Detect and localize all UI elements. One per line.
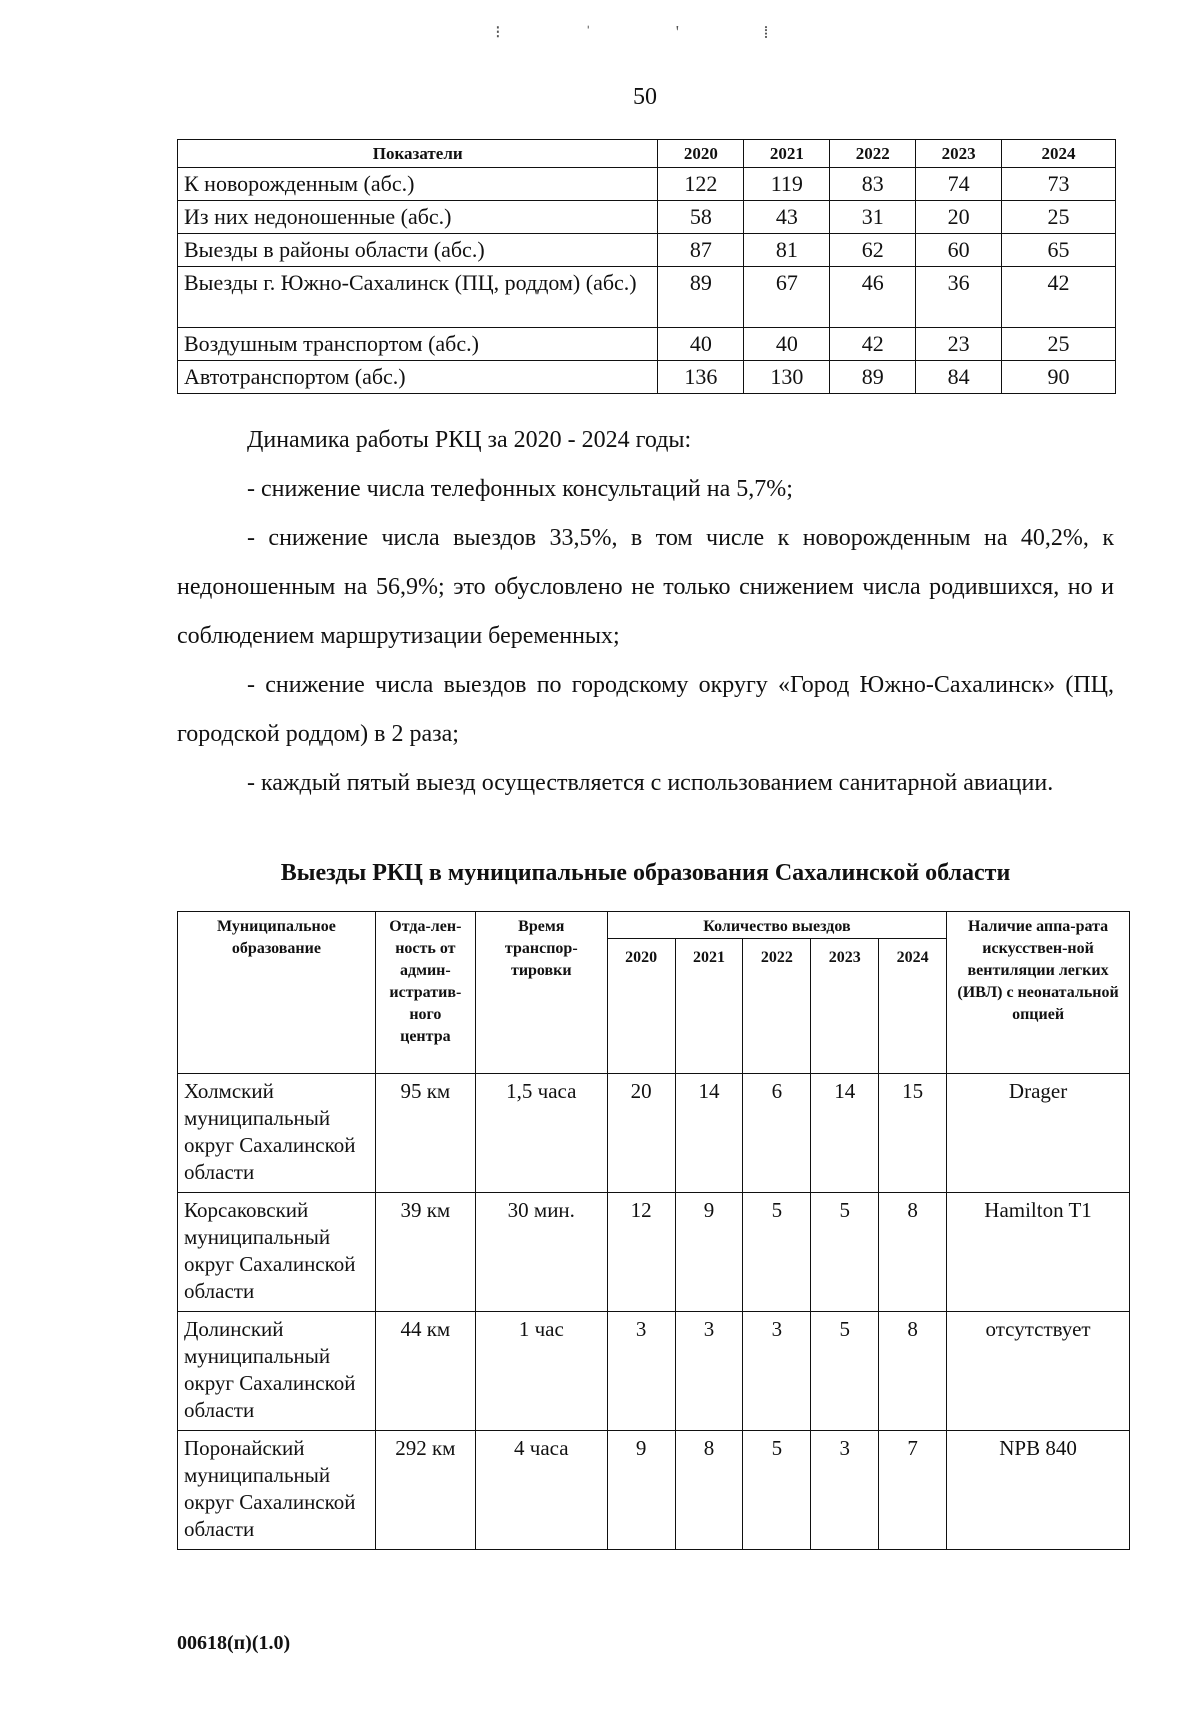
- distance-value: 95 км: [375, 1074, 475, 1193]
- ventilator-value: Hamilton T1: [947, 1193, 1130, 1312]
- paragraph-text: - снижение числа телефонных консультаций на 5,7%;: [247, 476, 793, 502]
- paragraph-aviation: [177, 759, 1114, 808]
- cell-value: 119: [744, 168, 830, 201]
- table-row: [178, 1193, 1130, 1312]
- trips-value: 15: [879, 1074, 947, 1193]
- cell-value: 31: [830, 201, 916, 234]
- table-row: [178, 201, 1116, 234]
- header-year: 2024: [879, 939, 947, 1074]
- trips-value: 7: [879, 1431, 947, 1550]
- cell-value: 40: [658, 328, 744, 361]
- table-header-row: [178, 140, 1116, 168]
- cell-value: 62: [830, 234, 916, 267]
- trips-value: 9: [675, 1193, 743, 1312]
- cell-value: 25: [1002, 201, 1116, 234]
- time-value: 4 часа: [475, 1431, 607, 1550]
- cell-value: 43: [744, 201, 830, 234]
- cell-value: 60: [916, 234, 1002, 267]
- cell-value: 58: [658, 201, 744, 234]
- section-title: Выезды РКЦ в муниципальные образования Сахалинской области: [280, 860, 1011, 886]
- trips-value: 14: [811, 1074, 879, 1193]
- table-row: [178, 328, 1116, 361]
- table-row: [178, 1074, 1130, 1193]
- paragraph-text: - каждый пятый выезд осуществляется с использованием санитарной авиации.: [247, 770, 1054, 796]
- ventilator-value: Drager: [947, 1074, 1130, 1193]
- cell-value: 25: [1002, 328, 1116, 361]
- header-year: 2023: [811, 939, 879, 1074]
- time-value: 1 час: [475, 1312, 607, 1431]
- header-year: 2021: [675, 939, 743, 1074]
- header-year: 2021: [744, 140, 830, 168]
- header-time: Время транспор-тировки: [475, 912, 607, 1074]
- header-distance: Отда-лен-ность от админ-истратив-ного центра: [375, 912, 475, 1074]
- trips-value: 5: [811, 1193, 879, 1312]
- trips-value: 3: [811, 1431, 879, 1550]
- paragraph-city: [177, 661, 1114, 759]
- trips-value: 3: [607, 1312, 675, 1431]
- header-year: 2022: [743, 939, 811, 1074]
- table-row: [178, 361, 1116, 394]
- cell-value: 74: [916, 168, 1002, 201]
- trips-value: 14: [675, 1074, 743, 1193]
- row-label: Воздушным транспортом (абс.): [178, 328, 658, 361]
- paragraph-intro: [177, 416, 1114, 465]
- paragraph-text: - снижение числа выездов 33,5%, в том числе к новорожденным на 40,2%, к недоношенным на 56,9%; это обусловлено не только снижением числа родившихся, но и соблюдением маршрутизации беременных;: [177, 525, 1114, 649]
- table-row: [178, 168, 1116, 201]
- cell-value: 46: [830, 267, 916, 328]
- trips-value: 9: [607, 1431, 675, 1550]
- cell-value: 84: [916, 361, 1002, 394]
- cell-value: 65: [1002, 234, 1116, 267]
- page-number: 50: [633, 84, 657, 110]
- ventilator-value: NPB 840: [947, 1431, 1130, 1550]
- row-label: Из них недоношенные (абс.): [178, 201, 658, 234]
- cell-value: 90: [1002, 361, 1116, 394]
- cell-value: 83: [830, 168, 916, 201]
- paragraph-phone: [177, 465, 1114, 514]
- cell-value: 81: [744, 234, 830, 267]
- distance-value: 39 км: [375, 1193, 475, 1312]
- trips-value: 8: [879, 1312, 947, 1431]
- document-code: 00618(п)(1.0): [177, 1632, 291, 1654]
- trips-value: 5: [743, 1193, 811, 1312]
- cell-value: 73: [1002, 168, 1116, 201]
- time-value: 30 мин.: [475, 1193, 607, 1312]
- time-value: 1,5 часа: [475, 1074, 607, 1193]
- header-ventilator: Наличие аппа-рата искусствен-ной вентиляции легких (ИВЛ) с неонатальной опцией: [947, 912, 1130, 1074]
- indicators-table: [177, 139, 1116, 394]
- row-label: Выезды в районы области (абс.): [178, 234, 658, 267]
- table-row: [178, 267, 1116, 328]
- cell-value: 23: [916, 328, 1002, 361]
- cell-value: 20: [916, 201, 1002, 234]
- header-trips: Количество выездов: [607, 912, 946, 939]
- ventilator-value: отсутствует: [947, 1312, 1130, 1431]
- trips-value: 8: [675, 1431, 743, 1550]
- cell-value: 42: [1002, 267, 1116, 328]
- municipality-name: Корсаковский муниципальный округ Сахалинской области: [178, 1193, 376, 1312]
- table-row: [178, 1431, 1130, 1550]
- municipality-name: Долинский муниципальный округ Сахалинской области: [178, 1312, 376, 1431]
- table-row: [178, 1312, 1130, 1431]
- header-municipality: Муниципальное образование: [178, 912, 376, 1074]
- table-header-row: [178, 912, 1130, 939]
- municipality-name: Поронайский муниципальный округ Сахалинской области: [178, 1431, 376, 1550]
- cell-value: 122: [658, 168, 744, 201]
- row-label: Выезды г. Южно-Сахалинск (ПЦ, роддом) (абс.): [178, 267, 658, 328]
- cell-value: 89: [830, 361, 916, 394]
- row-label: К новорожденным (абс.): [178, 168, 658, 201]
- header-year: 2020: [658, 140, 744, 168]
- cell-value: 89: [658, 267, 744, 328]
- cell-value: 40: [744, 328, 830, 361]
- trips-value: 3: [675, 1312, 743, 1431]
- distance-value: 292 км: [375, 1431, 475, 1550]
- paragraph-text: Динамика работы РКЦ за 2020 - 2024 годы:: [247, 427, 692, 453]
- cell-value: 130: [744, 361, 830, 394]
- trips-value: 5: [811, 1312, 879, 1431]
- trips-value: 5: [743, 1431, 811, 1550]
- trips-value: 8: [879, 1193, 947, 1312]
- header-year: 2023: [916, 140, 1002, 168]
- header-year: 2024: [1002, 140, 1116, 168]
- header-year: 2022: [830, 140, 916, 168]
- table-row: [178, 234, 1116, 267]
- trips-value: 3: [743, 1312, 811, 1431]
- cell-value: 87: [658, 234, 744, 267]
- paragraph-text: - снижение числа выездов по городскому округу «Город Южно-Сахалинск» (ПЦ, городской роддом) в 2 раза;: [177, 672, 1114, 747]
- cell-value: 67: [744, 267, 830, 328]
- header-indicators: Показатели: [178, 140, 658, 168]
- row-label: Автотранспортом (абс.): [178, 361, 658, 394]
- trips-value: 6: [743, 1074, 811, 1193]
- municipal-trips-table: [177, 911, 1130, 1550]
- scan-marks: ⁝ ˈ ' ⁞: [495, 22, 809, 42]
- cell-value: 36: [916, 267, 1002, 328]
- trips-value: 20: [607, 1074, 675, 1193]
- header-year: 2020: [607, 939, 675, 1074]
- distance-value: 44 км: [375, 1312, 475, 1431]
- paragraph-trips: [177, 514, 1114, 661]
- cell-value: 42: [830, 328, 916, 361]
- municipality-name: Холмский муниципальный округ Сахалинской области: [178, 1074, 376, 1193]
- cell-value: 136: [658, 361, 744, 394]
- trips-value: 12: [607, 1193, 675, 1312]
